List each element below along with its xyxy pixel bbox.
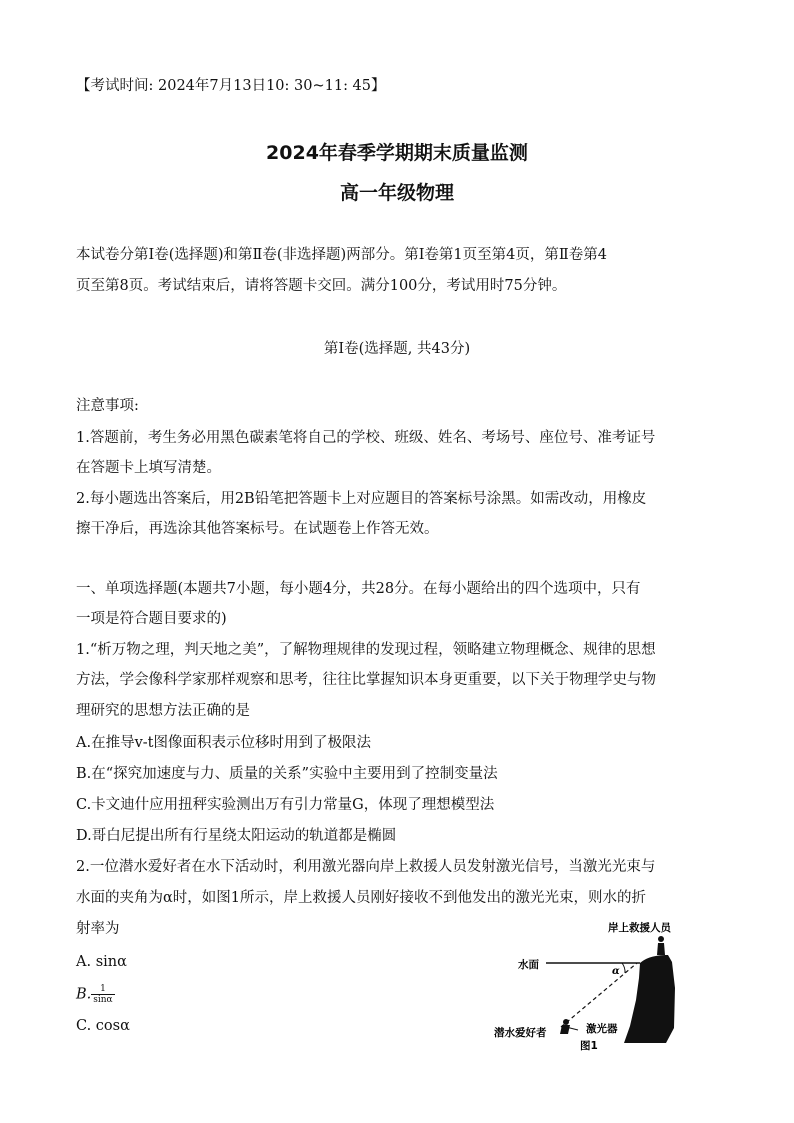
page-subtitle: 高一年级物理 <box>339 182 454 204</box>
part-one-line-1: 一、单项选择题(本题共7小题，每小题4分，共28分。在每小题给出的四个选项中，只有 <box>76 581 641 597</box>
intro-line-1: 本试卷分第Ⅰ卷(选择题)和第Ⅱ卷(非选择题)两部分。第Ⅰ卷第1页至第4页，第Ⅱ卷第4 <box>76 247 607 263</box>
laser-label: 激光器 <box>586 1023 618 1035</box>
q2-option-a: A. sinα <box>76 954 127 970</box>
q2-option-b-prefix: B. <box>76 986 92 1003</box>
notice-heading: 注意事项: <box>76 398 139 414</box>
fraction-denominator: sinα <box>93 995 113 1005</box>
section-header: 第Ⅰ卷(选择题, 共43分) <box>323 341 471 357</box>
q1-stem-3: 理研究的思想方法正确的是 <box>76 703 250 719</box>
q2-option-c: C. cosα <box>76 1018 130 1034</box>
angle-arc <box>622 963 625 973</box>
figure-1 <box>490 918 720 1053</box>
rescuer-label: 岸上救援人员 <box>608 922 671 934</box>
water-surface-label: 水面 <box>518 959 539 971</box>
intro-line-2: 页至第8页。考试结束后，请将答题卡交回。满分100分，考试用时75分钟。 <box>76 278 567 294</box>
diver-label: 潜水爱好者 <box>494 1027 547 1039</box>
part-one-line-2: 一项是符合题目要求的) <box>76 611 227 627</box>
q1-stem-1: 1.“析万物之理，判天地之美”，了解物理规律的发现过程，领略建立物理概念、规律的思想 <box>76 642 656 658</box>
page-title: 2024年春季学期期末质量监测 <box>266 142 528 164</box>
q1-option-d: D.哥白尼提出所有行星绕太阳运动的轨道都是椭圆 <box>76 828 397 844</box>
fraction <box>91 984 114 1005</box>
q2-option-b <box>76 984 115 1005</box>
exam-time: 【考试时间: 2024年7月13日10: 30~11: 45】 <box>76 78 386 94</box>
q1-option-b: B.在“探究加速度与力、质量的关系”实验中主要用到了控制变量法 <box>76 766 498 782</box>
notice-line-3: 2.每小题选出答案后，用2B铅笔把答题卡上对应题目的答案标号涂黑。如需改动，用橡皮 <box>76 491 647 507</box>
q2-stem-2: 水面的夹角为α时，如图1所示，岸上救援人员刚好接收不到他发出的激光光束，则水的折 <box>76 890 647 906</box>
alpha-label: α <box>612 966 620 977</box>
figure-caption: 图1 <box>580 1040 598 1052</box>
notice-line-1: 1.答题前，考生务必用黑色碳素笔将自己的学校、班级、姓名、考场号、座位号、准考证号 <box>76 430 656 446</box>
notice-line-4: 擦干净后，再选涂其他答案标号。在试题卷上作答无效。 <box>76 521 439 537</box>
q2-stem-1: 2.一位潜水爱好者在水下活动时，利用激光器向岸上救援人员发射激光信号，当激光光束与 <box>76 859 656 875</box>
rescuer-person-icon <box>657 936 665 955</box>
laser-beam <box>561 963 637 1027</box>
q1-option-c: C.卡文迪什应用扭秤实验测出万有引力常量G，体现了理想模型法 <box>76 797 495 813</box>
q1-option-a: A.在推导v-t图像面积表示位移时用到了极限法 <box>76 735 371 751</box>
q2-stem-3: 射率为 <box>76 921 120 937</box>
fraction-numerator: 1 <box>91 984 114 995</box>
notice-line-2: 在答题卡上填写清楚。 <box>76 460 221 476</box>
q1-stem-2: 方法，学会像科学家那样观察和思考，往往比掌握知识本身更重要，以下关于物理学史与物 <box>76 672 656 688</box>
